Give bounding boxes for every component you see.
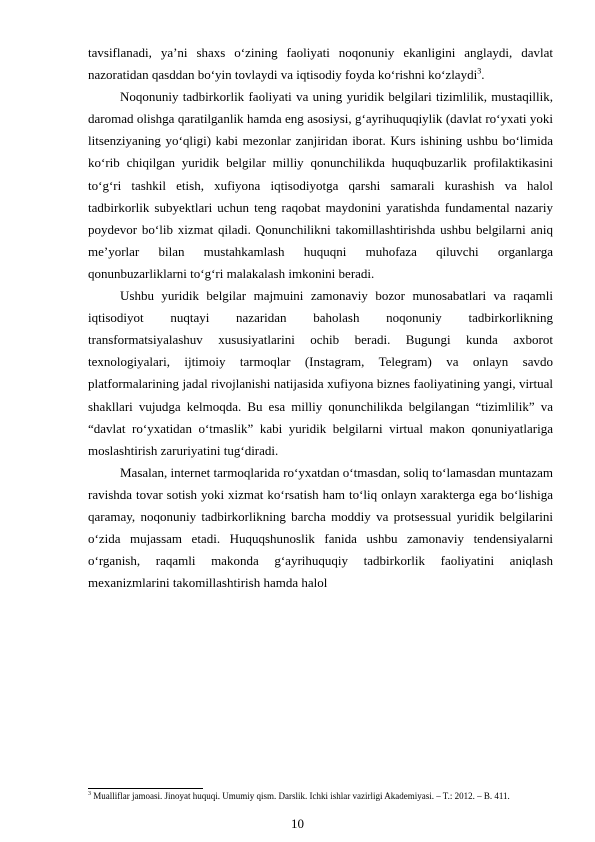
paragraph-1-text: tavsiflanadi, ya’ni shaxs o‘zining faoliyati noqonuniy ekanligini anglaydi, davlat nazoratidan qasddan bo‘yin tovlaydi va iqtisodiy foyda ko‘rishni ko‘zlaydi [88, 45, 553, 83]
footnote-reference[interactable]: 3 [477, 66, 482, 76]
paragraph-1 [88, 42, 553, 86]
paragraph-1-end: . [481, 67, 485, 83]
body-text [88, 42, 553, 594]
paragraph-4: Masalan, internet tarmoqlarida ro‘yxatdan o‘tmasdan, soliq to‘lamasdan muntazam ravishda tovar sotish yoki xizmat ko‘rsatish ham to‘liq onlayn xarakterga ega bo‘lishiga qaramay, noqonuniy tadbirkorlikning barcha moddiy va protsessual yuridik belgilarini o‘zida mujassam etadi. Huquqshunoslik fanida ushbu zamonaviy tendensiyalarni o‘rganish, raqamli makonda g‘ayrihuquqiy tadbirkorlik faoliyatini aniqlash mexanizmlarini takomillashtirish hamda halol [88, 464, 553, 591]
footnote [88, 791, 553, 802]
footnote-mark: 3 [88, 791, 91, 797]
paragraph-2: Noqonuniy tadbirkorlik faoliyati va uning yuridik belgilari tizimlilik, mustaqillik, daromad olishga qaratilganlik hamda eng asosiysi, g‘ayrihuquqiylik (davlat ro‘yxati yoki litsenziyaning yo‘qligi) kabi mezonlar zanjiridan iborat. Kurs ishining ushbu bo‘limida ko‘rib chiqilgan yuridik belgilar milliy qonunchilikda huquqbuzarlik profilaktikasini to‘g‘ri tashkil etish, xufiyona iqtisodiyotga qarshi samarali kurashish va halol tadbirkorlik subyektlari uchun teng raqobat maydonini yaratishda fundamental nazariy poydevor bo‘lib xizmat qiladi. Qonunchilikni takomillashtirishda ushbu belgilarni aniq me’yorlar bilan mustahkamlash huquqni muhofaza qiluvchi organlarga qonunbuzarliklarni to‘g‘ri malakalash imkonini beradi. [88, 89, 553, 281]
footnote-divider [88, 788, 203, 789]
paragraph-3: Ushbu yuridik belgilar majmuini zamonaviy bozor munosabatlari va raqamli iqtisodiyot nuqtayi nazaridan baholash noqonuniy tadbirkorlikning transformatsiyalashuv xususiyatlarini ochib beradi. Bugungi kunda axborot texnologiyalari, ijtimoiy tarmoqlar (Instagram, Telegram) va onlayn savdo platformalarining jadal rivojlanishi natijasida xufiyona biznes faoliyatining yangi, virtual shakllari vujudga kelmoqda. Bu esa milliy qonunchilikda belgilangan “tizimlilik” va “davlat ro‘yxatidan o‘tmaslik” kabi yuridik belgilarni virtual makon qonuniyatlariga moslashtirish zaruriyatini tug‘diradi. [88, 288, 553, 458]
footnote-text: Mualliflar jamoasi. Jinoyat huquqi. Umumiy qism. Darslik. Ichki ishlar vazirligi Akademiyasi. – T.: 2012. – B. 411. [91, 791, 510, 801]
page-number: 10 [291, 816, 304, 831]
